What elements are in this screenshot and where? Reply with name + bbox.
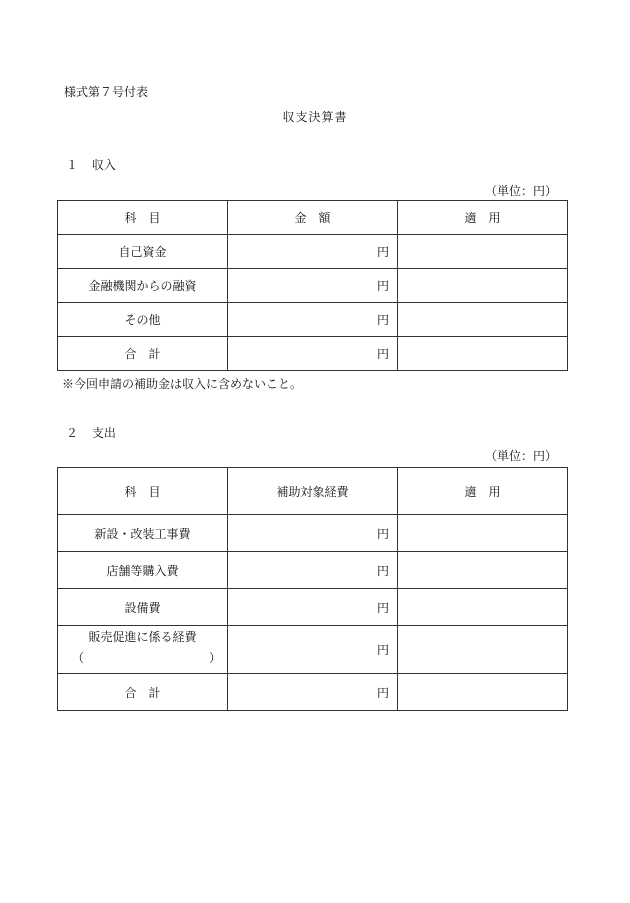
table-header-row xyxy=(58,201,568,235)
remarks-cell[interactable] xyxy=(398,337,568,371)
amount-cell[interactable]: 円 xyxy=(228,515,398,552)
remarks-cell[interactable] xyxy=(398,269,568,303)
table-row xyxy=(58,303,568,337)
expense-section-heading xyxy=(66,424,116,441)
income-section-heading xyxy=(66,156,116,173)
column-header-subject: 科 目 xyxy=(58,468,228,515)
amount-cell[interactable]: 円 xyxy=(228,235,398,269)
amount-cell[interactable]: 円 xyxy=(228,269,398,303)
table-row-total xyxy=(58,674,568,711)
table-row-total xyxy=(58,337,568,371)
expense-section-title: 支出 xyxy=(91,426,116,440)
column-header-remarks: 適 用 xyxy=(398,468,568,515)
amount-cell[interactable]: 円 xyxy=(228,337,398,371)
amount-cell[interactable]: 円 xyxy=(228,626,398,674)
amount-cell[interactable]: 円 xyxy=(228,552,398,589)
column-header-amount: 金 額 xyxy=(228,201,398,235)
amount-cell[interactable]: 円 xyxy=(228,303,398,337)
remarks-cell[interactable] xyxy=(398,674,568,711)
table-row xyxy=(58,626,568,674)
table-row xyxy=(58,589,568,626)
table-row xyxy=(58,515,568,552)
income-unit-label: （単位：円） xyxy=(484,184,557,198)
column-header-remarks: 適 用 xyxy=(398,201,568,235)
remarks-cell[interactable] xyxy=(398,515,568,552)
remarks-cell[interactable] xyxy=(398,303,568,337)
table-row xyxy=(58,552,568,589)
amount-cell[interactable]: 円 xyxy=(228,674,398,711)
amount-cell[interactable]: 円 xyxy=(228,589,398,626)
row-label: 金融機関からの融資 xyxy=(58,269,228,303)
table-row xyxy=(58,269,568,303)
form-number: 様式第７号付表 xyxy=(64,85,149,99)
row-label: その他 xyxy=(58,303,228,337)
table-row xyxy=(58,235,568,269)
row-label: 合 計 xyxy=(58,337,228,371)
expense-table xyxy=(57,467,568,711)
remarks-cell[interactable] xyxy=(398,626,568,674)
row-label: 自己資金 xyxy=(58,235,228,269)
income-table xyxy=(57,200,568,371)
expense-unit-label: （単位：円） xyxy=(484,449,557,463)
table-header-row xyxy=(58,468,568,515)
remarks-cell[interactable] xyxy=(398,552,568,589)
column-header-subject: 科 目 xyxy=(58,201,228,235)
row-label: 新設・改装工事費 xyxy=(58,515,228,552)
document-title: 収支決算書 xyxy=(282,110,348,124)
row-label: 販売促進に係る経費 xyxy=(88,630,197,644)
row-label-with-detail xyxy=(58,626,228,674)
row-label: 店舗等購入費 xyxy=(58,552,228,589)
remarks-cell[interactable] xyxy=(398,235,568,269)
expense-section-number: ２ xyxy=(66,426,79,440)
paren-close: ） xyxy=(209,651,222,665)
paren-open: （ xyxy=(72,651,85,665)
income-section-number: １ xyxy=(66,158,79,172)
income-note: ※今回申請の補助金は収入に含めないこと。 xyxy=(62,377,303,391)
income-section-title: 収入 xyxy=(91,158,116,172)
row-label: 設備費 xyxy=(58,589,228,626)
detail-parentheses[interactable] xyxy=(58,649,227,665)
row-label: 合 計 xyxy=(58,674,228,711)
column-header-amount: 補助対象経費 xyxy=(228,468,398,515)
remarks-cell[interactable] xyxy=(398,589,568,626)
